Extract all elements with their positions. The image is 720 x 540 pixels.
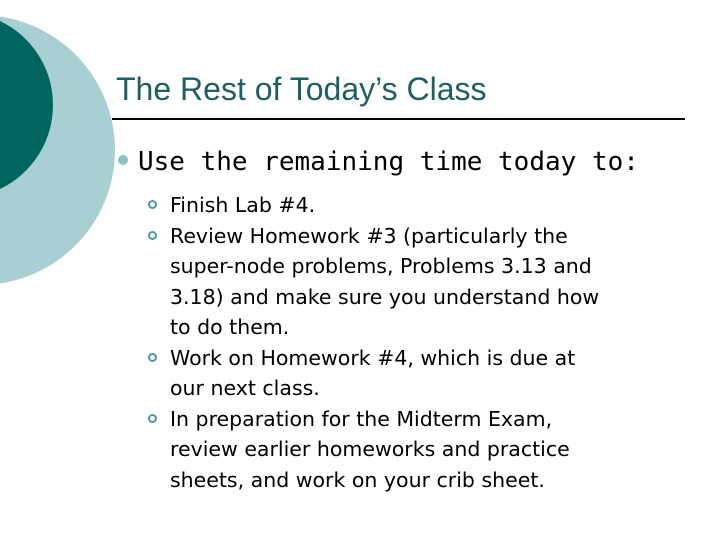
sub-bullet-line: our next class. xyxy=(170,376,320,400)
title-divider xyxy=(112,118,685,120)
main-bullet xyxy=(118,142,698,182)
sub-bullet-line: review earlier homeworks and practice xyxy=(170,437,570,461)
sub-bullet-item xyxy=(148,190,708,221)
sub-bullet-line: 3.18) and make sure you understand how xyxy=(170,284,600,309)
ring-bullet-icon xyxy=(148,231,157,240)
sub-bullet-list xyxy=(148,190,708,495)
ring-bullet-icon xyxy=(148,200,157,209)
decorative-circles xyxy=(0,0,120,300)
sub-bullet-item xyxy=(148,343,708,404)
sub-bullet-line: In preparation for the Midterm Exam, xyxy=(170,406,553,431)
sub-bullet-line: sheets, and work on your crib sheet. xyxy=(170,467,545,492)
sub-bullet-line: Finish Lab #4. xyxy=(170,193,316,217)
sub-bullet-line: to do them. xyxy=(170,315,290,339)
sub-bullet-item xyxy=(148,404,708,496)
main-bullet-text: Use the remaining time today to: xyxy=(138,147,639,177)
ring-bullet-icon xyxy=(148,414,157,423)
ring-bullet-icon xyxy=(148,353,157,362)
sub-bullet-line: super-node problems, Problems 3.13 and xyxy=(170,254,592,278)
sub-bullet-item xyxy=(148,221,708,343)
sub-bullet-line: Review Homework #3 (particularly the xyxy=(170,223,568,248)
slide-title: The Rest of Today’s Class xyxy=(116,71,487,107)
filled-circle-bullet-icon xyxy=(118,155,128,165)
sub-bullet-line: Work on Homework #4, which is due at xyxy=(170,345,576,370)
